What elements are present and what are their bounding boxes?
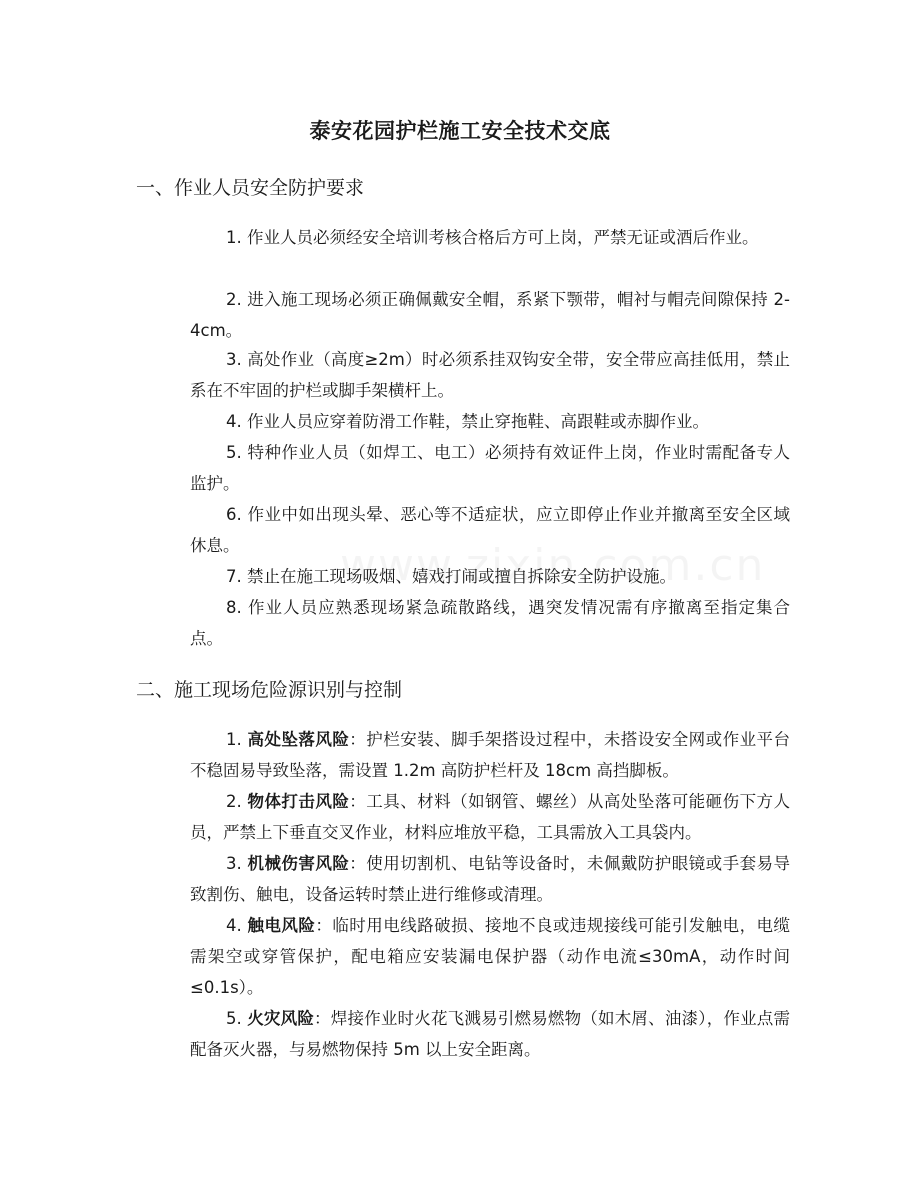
- list-item: [190, 786, 790, 848]
- item-keyword: 高处坠落风险: [247, 730, 350, 749]
- list-item: [190, 1003, 790, 1065]
- item-text: 作业人员必须经安全培训考核合格后方可上岗，严禁无证或酒后作业。: [247, 228, 759, 247]
- item-text: 进入施工现场必须正确佩戴安全帽，系紧下颚带，帽衬与帽壳间隙保持 2-4cm。: [190, 290, 790, 340]
- item-text: ：护栏安装、脚手架搭设过程中，未搭设安全网或作业平台不稳固易导致坠落，需设置 1.2m 高防护栏杆及 18cm 高挡脚板。: [190, 730, 790, 780]
- item-keyword: 物体打击风险: [247, 792, 350, 811]
- item-keyword: 机械伤害风险: [247, 854, 350, 873]
- item-text: 作业人员应穿着防滑工作鞋，禁止穿拖鞋、高跟鞋或赤脚作业。: [247, 412, 709, 431]
- list-item: [190, 499, 790, 561]
- item-number: 5.: [226, 1009, 248, 1028]
- list-item: [190, 437, 790, 499]
- list-item: [190, 910, 790, 1003]
- item-number: 3.: [226, 854, 248, 873]
- item-text: 高处作业（高度≥2m）时必须系挂双钩安全带，安全带应高挂低用，禁止系在不牢固的护栏或脚手架横杆上。: [190, 350, 790, 400]
- item-keyword: 火灾风险: [247, 1009, 315, 1028]
- list-item: [190, 344, 790, 406]
- list-item: [190, 592, 790, 654]
- list-item: [190, 406, 790, 437]
- item-number: 1.: [226, 730, 248, 749]
- item-number: 1.: [226, 228, 247, 247]
- item-text: ：焊接作业时火花飞溅易引燃易燃物（如木屑、油漆），作业点需配备灭火器，与易燃物保持 5m 以上安全距离。: [190, 1009, 791, 1059]
- item-text: 作业中如出现头晕、恶心等不适症状，应立即停止作业并撤离至安全区域休息。: [190, 505, 790, 555]
- item-number: 7.: [226, 567, 247, 586]
- list-item: [190, 284, 790, 346]
- section-heading-1: 一、作业人员安全防护要求: [136, 177, 365, 199]
- item-text: 禁止在施工现场吸烟、嬉戏打闹或擅自拆除安全防护设施。: [247, 567, 676, 586]
- item-text: ：临时用电线路破损、接地不良或违规接线可能引发触电，电缆需架空或穿管保护，配电箱应安装漏电保护器（动作电流≤30mA，动作时间≤0.1s）。: [190, 916, 790, 997]
- document-title: 泰安花园护栏施工安全技术交底: [309, 119, 611, 143]
- item-text: ：使用切割机、电钻等设备时，未佩戴防护眼镜或手套易导致割伤、触电，设备运转时禁止进行维修或清理。: [190, 854, 790, 904]
- item-number: 4.: [226, 916, 248, 935]
- item-number: 5.: [226, 443, 248, 462]
- item-number: 2.: [226, 290, 248, 309]
- list-item: [190, 724, 790, 786]
- section-heading-2: 二、施工现场危险源识别与控制: [136, 679, 403, 701]
- list-item: [190, 222, 790, 253]
- list-item: [190, 848, 790, 910]
- item-keyword: 触电风险: [247, 916, 316, 935]
- item-number: 4.: [226, 412, 247, 431]
- list-item: [190, 561, 790, 592]
- item-text: 作业人员应熟悉现场紧急疏散路线，遇突发情况需有序撤离至指定集合点。: [190, 598, 790, 648]
- item-number: 2.: [226, 792, 248, 811]
- item-number: 6.: [226, 505, 248, 524]
- item-number: 8.: [226, 598, 249, 617]
- item-number: 3.: [226, 350, 248, 369]
- item-text: ：工具、材料（如钢管、螺丝）从高处坠落可能砸伤下方人员，严禁上下垂直交叉作业，材料应堆放平稳，工具需放入工具袋内。: [190, 792, 790, 842]
- item-text: 特种作业人员（如焊工、电工）必须持有效证件上岗，作业时需配备专人监护。: [190, 443, 790, 493]
